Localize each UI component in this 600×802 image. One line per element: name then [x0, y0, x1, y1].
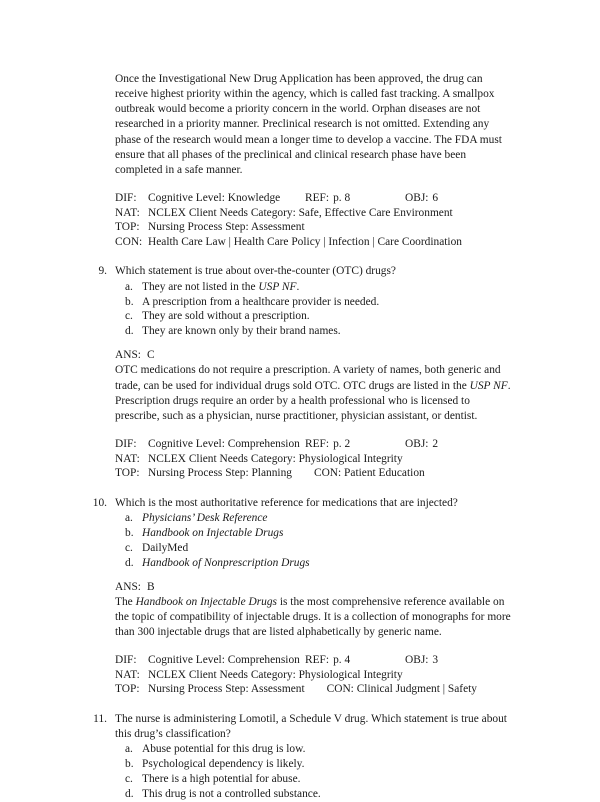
spacer	[75, 697, 516, 712]
question-10	[75, 496, 516, 511]
metadata-row-top	[115, 682, 516, 697]
question-stem: Which is the most authoritative reference for medications that are injected?	[115, 496, 458, 509]
obj-value: 6	[432, 192, 439, 205]
nat-label: NAT:	[115, 668, 140, 681]
question-9	[75, 264, 516, 279]
metadata-row-dif	[115, 437, 516, 452]
rationale-paragraph-top: Once the Investigational New Drug Application has been approved, the drug can receive highest priority within the agency, which is called fast tracking. A smallpox outbreak would become a priority concern in the world. Orphan diseases are not researched in a priority manner. Preclinical research is not omitted. Extending any phase of the research would mean a longer time to develop a vaccine. The FDA must ensure that all phases of the preclinical and clinical research phase have been completed in a safe manner.	[115, 73, 502, 176]
rationale-italic-title: Handbook on Injectable Drugs	[135, 595, 277, 608]
ref-label: REF:	[305, 654, 330, 667]
question-number: 9.	[98, 265, 107, 278]
metadata-row-nat	[115, 206, 516, 221]
metadata-block-9	[75, 437, 516, 481]
answer-row-9	[75, 348, 516, 363]
option-text: They are known only by their brand names.	[142, 325, 341, 338]
spacer	[75, 640, 516, 653]
option-text: They are not listed in the	[142, 280, 259, 293]
spacer	[75, 178, 516, 191]
metadata-row-dif	[115, 191, 516, 206]
option-letter: d.	[125, 556, 134, 569]
option-text: They are sold without a prescription.	[142, 310, 310, 323]
rationale-text-part1: OTC medications do not require a prescription. A variety of names, both generic and trade, can be used for individual drugs sold OTC. OTC drugs are listed in the	[115, 364, 501, 392]
option-a[interactable]	[75, 280, 516, 295]
answer-row-10	[75, 580, 516, 595]
option-list-11	[75, 742, 516, 802]
obj-column	[405, 653, 438, 668]
option-italic-title: Handbook of Nonprescription Drugs	[142, 556, 310, 569]
dif-value: Cognitive Level: Knowledge	[148, 192, 281, 205]
ref-label: REF:	[305, 192, 330, 205]
nat-value: NCLEX Client Needs Category: Safe, Effective Care Environment	[148, 206, 453, 219]
rationale-10	[75, 595, 516, 640]
con-value: Health Care Law | Health Care Policy | Infection | Care Coordination	[148, 235, 462, 248]
obj-label: OBJ:	[405, 438, 429, 451]
ref-column	[305, 191, 350, 206]
spacer	[75, 424, 516, 437]
con-label: CON:	[115, 235, 143, 248]
option-letter: c.	[125, 773, 133, 786]
metadata-block-top	[75, 191, 516, 249]
option-text: A prescription from a healthcare provider is needed.	[142, 295, 380, 308]
con-value: Patient Education	[344, 467, 425, 480]
option-letter: d.	[125, 325, 134, 338]
option-letter: d.	[125, 788, 134, 801]
option-d[interactable]	[75, 324, 516, 339]
option-a[interactable]	[75, 511, 516, 526]
option-letter: a.	[125, 280, 133, 293]
rationale-text-part2: is the most comprehensive reference available on the topic of compatibility of injectable drugs. It is a collection of monographs for more than 300 injectable drugs that are listed alphabetically by generic name.	[115, 595, 511, 639]
spacer	[75, 339, 516, 348]
top-value: Nursing Process Step: Planning	[148, 467, 292, 480]
obj-value: 2	[432, 438, 439, 451]
rationale-9	[75, 363, 516, 424]
metadata-row-dif	[115, 653, 516, 668]
question-stem: The nurse is administering Lomotil, a Schedule V drug. Which statement is true about this drug’s classification?	[115, 713, 507, 741]
option-c[interactable]	[75, 309, 516, 324]
dif-label: DIF:	[115, 654, 137, 667]
ref-column	[305, 653, 350, 668]
top-value: Nursing Process Step: Assessment	[148, 221, 305, 234]
spacer	[75, 481, 516, 496]
ref-value: p. 2	[333, 438, 351, 451]
nat-label: NAT:	[115, 206, 140, 219]
con-value: Clinical Judgment | Safety	[356, 683, 477, 696]
con-label: CON:	[313, 467, 342, 480]
dif-label: DIF:	[115, 192, 137, 205]
obj-column	[405, 437, 438, 452]
rationale-italic-title: USP NF	[469, 379, 508, 392]
answer-label: ANS:	[115, 349, 141, 362]
option-d[interactable]	[75, 787, 516, 802]
option-text: Abuse potential for this drug is low.	[142, 743, 306, 756]
option-letter: c.	[125, 541, 133, 554]
option-letter: b.	[125, 758, 134, 771]
option-italic-title: Physicians’ Desk Reference	[142, 511, 268, 524]
nat-value: NCLEX Client Needs Category: Physiological Integrity	[148, 668, 403, 681]
metadata-row-con	[115, 235, 516, 250]
dif-label: DIF:	[115, 438, 137, 451]
option-c[interactable]	[75, 772, 516, 787]
dif-value: Cognitive Level: Comprehension	[148, 438, 300, 451]
option-letter: b.	[125, 295, 134, 308]
con-label: CON:	[326, 683, 354, 696]
option-letter: a.	[125, 511, 133, 524]
question-number: 11.	[93, 713, 107, 725]
option-letter: b.	[125, 526, 134, 539]
metadata-row-top	[115, 466, 516, 481]
option-letter: a.	[125, 743, 133, 756]
dif-value: Cognitive Level: Comprehension	[148, 654, 300, 667]
option-b[interactable]	[75, 526, 516, 541]
ref-label: REF:	[305, 438, 330, 451]
option-c[interactable]	[75, 541, 516, 556]
metadata-row-nat	[115, 668, 516, 683]
option-d[interactable]	[75, 556, 516, 571]
option-text-tail: .	[296, 280, 300, 293]
ref-column	[305, 437, 350, 452]
top-value: Nursing Process Step: Assessment	[148, 683, 305, 696]
ref-value: p. 4	[333, 654, 351, 667]
nat-value: NCLEX Client Needs Category: Physiological Integrity	[148, 452, 403, 465]
top-label: TOP:	[115, 221, 140, 234]
obj-value: 3	[432, 654, 439, 667]
answer-value: C	[146, 349, 155, 362]
option-text: Psychological dependency is likely.	[142, 758, 305, 771]
option-text: This drug is not a controlled substance.	[142, 788, 321, 801]
ref-value: p. 8	[333, 192, 351, 205]
obj-label: OBJ:	[405, 192, 429, 205]
option-text: There is a high potential for abuse.	[142, 773, 301, 786]
option-b[interactable]	[75, 757, 516, 772]
option-a[interactable]	[75, 742, 516, 757]
rationale-text-part1: The	[115, 595, 136, 608]
nat-label: NAT:	[115, 452, 140, 465]
spacer	[75, 249, 516, 264]
question-stem: Which statement is true about over-the-counter (OTC) drugs?	[115, 265, 396, 278]
question-number: 10.	[92, 496, 107, 509]
answer-label: ANS:	[115, 580, 141, 593]
spacer	[75, 571, 516, 580]
option-italic-title: Handbook on Injectable Drugs	[142, 526, 284, 539]
option-list-9	[75, 280, 516, 340]
top-label: TOP:	[115, 683, 140, 696]
obj-column	[405, 191, 438, 206]
metadata-row-nat	[115, 452, 516, 467]
top-label: TOP:	[115, 467, 140, 480]
metadata-row-top	[115, 220, 516, 235]
option-list-10	[75, 511, 516, 571]
option-text: DailyMed	[142, 541, 189, 554]
option-b[interactable]	[75, 295, 516, 310]
obj-label: OBJ:	[405, 654, 429, 667]
metadata-block-10	[75, 653, 516, 697]
option-italic-title: USP NF	[258, 280, 297, 293]
rationale-text-part2: . Prescription drugs require an order by a health professional who is licensed to prescribe, such as a physician, nurse practitioner, physician assistant, or dentist.	[115, 379, 511, 422]
answer-value: B	[146, 580, 155, 593]
option-letter: c.	[125, 310, 133, 323]
question-11	[75, 712, 516, 742]
